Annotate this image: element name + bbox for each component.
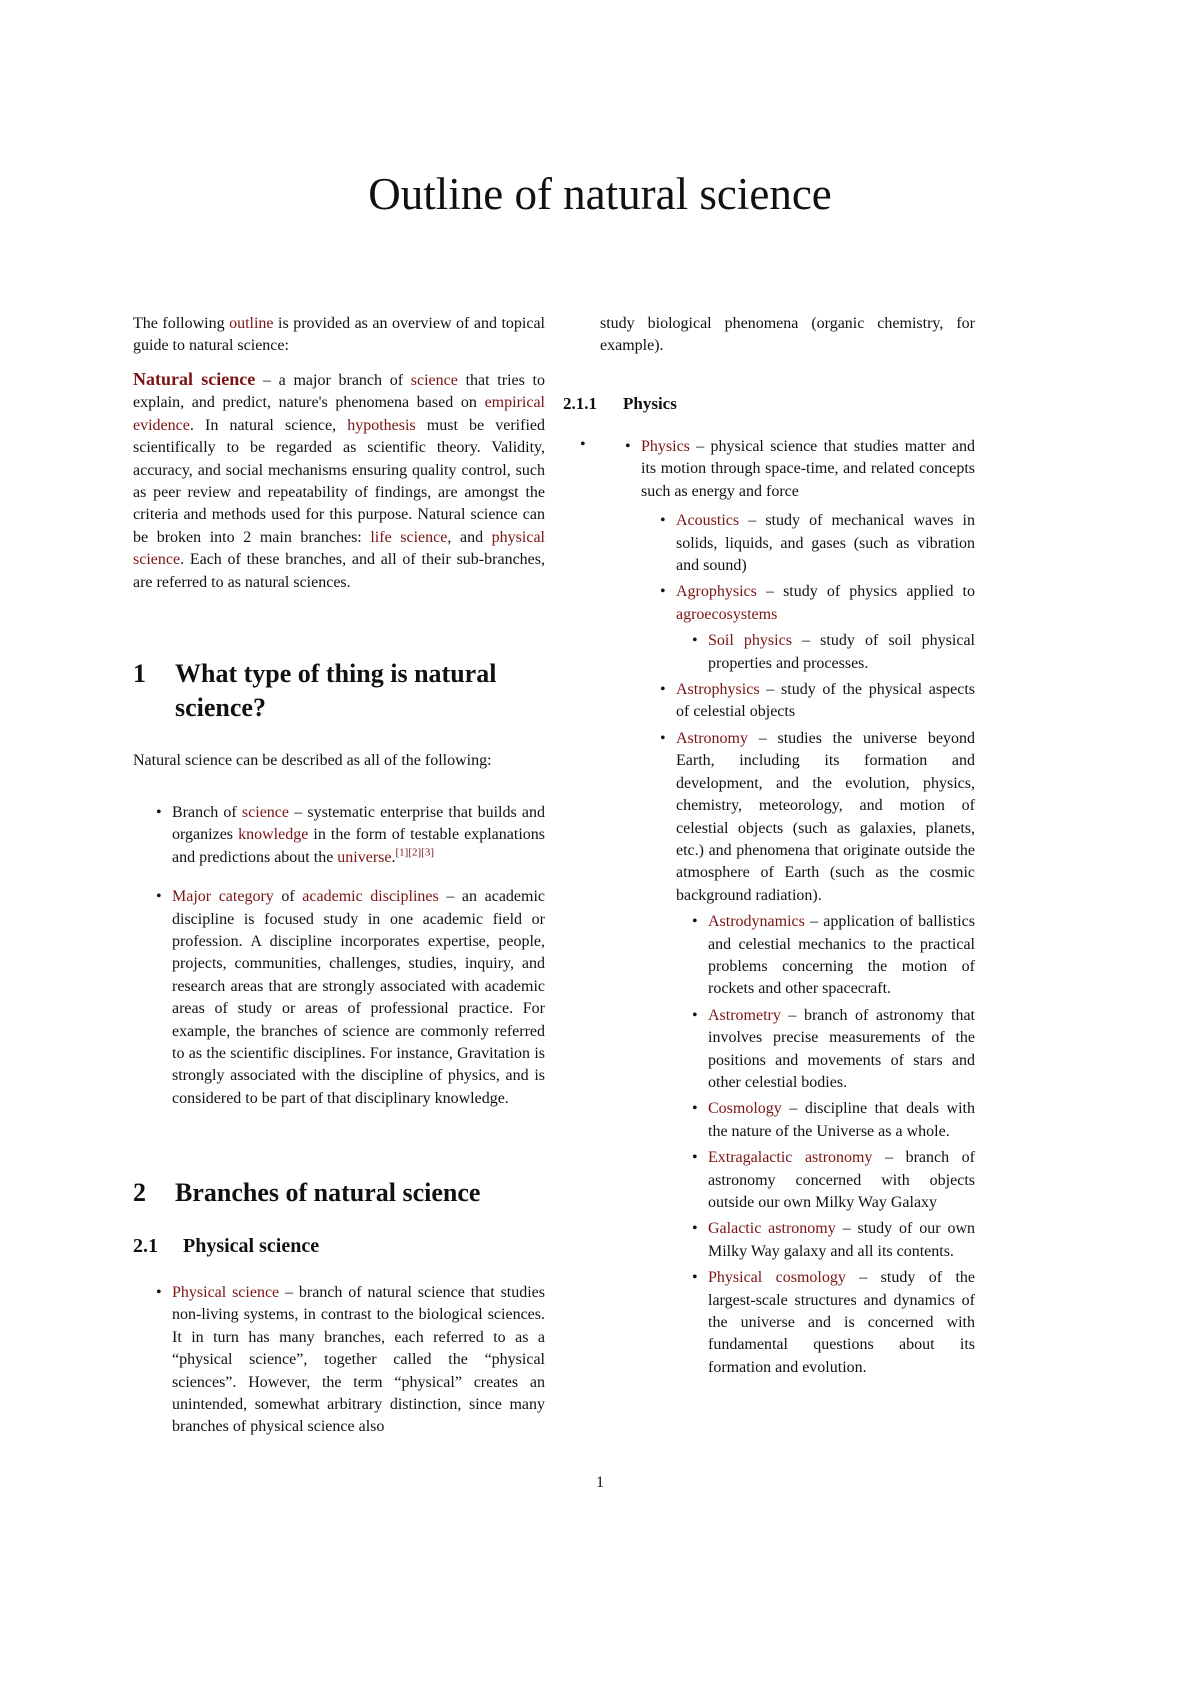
- text: Branch of: [172, 804, 242, 821]
- astronomy-sublist: [708, 911, 975, 1379]
- text: that tries to explain, and predict, nature's phenomena based on: [133, 372, 545, 412]
- empty-bullet: •: [580, 436, 586, 453]
- link[interactable]: science: [410, 372, 458, 389]
- text: must be verified scientifically to be regarded as scientific theory. Validity, accuracy, and social mechanisms ensuring quality control, such as peer review and repeatability of findings, are amongst the criteria and methods used for this purpose. Natural science can be broken into 2 main branches:: [133, 416, 546, 546]
- list-item-astrophysics: [676, 679, 975, 724]
- section-title: What type of thing is natural science?: [175, 659, 497, 722]
- link[interactable]: physical science: [133, 528, 545, 569]
- link[interactable]: Astrometry: [708, 1006, 781, 1024]
- link[interactable]: science: [241, 804, 289, 821]
- page-number: 1: [596, 1474, 604, 1491]
- list-item: [708, 1267, 975, 1379]
- text: . Each of these branches, and all of their sub-branches, are referred to as natural sciences.: [133, 551, 545, 591]
- link[interactable]: knowledge: [238, 826, 309, 844]
- page-title: Outline of natural science: [368, 169, 832, 219]
- section-2-heading: [133, 1176, 545, 1210]
- text: – study of mechanical waves in solids, liquids, and gases (such as vibration and sound): [676, 512, 975, 575]
- link[interactable]: Astronomy: [676, 729, 748, 747]
- section-1-intro: [133, 750, 545, 772]
- text: of: [273, 888, 303, 906]
- link[interactable]: Natural science: [133, 369, 256, 389]
- link[interactable]: Cosmology: [708, 1100, 782, 1118]
- text: is provided as an overview of and topical guide to natural science:: [133, 315, 545, 355]
- list-item: [708, 1005, 975, 1095]
- text: – discipline that deals with the nature of the Universe as a whole.: [708, 1100, 975, 1140]
- text: – an academic discipline is focused study in one academic field or profession. A discipline incorporates expertise, people, projects, communities, challenges, studies, inquiry, and research areas that are strongly associated with academic areas of study or areas of professional practice. For example, the branches of science are commonly referred to as the scientific disciplines. For instance, Gravitation is strongly associated with the discipline of physics, and is considered to be part of that disciplinary knowledge.: [172, 888, 546, 1107]
- link[interactable]: hypothesis: [347, 416, 416, 434]
- text: , and: [447, 528, 492, 546]
- text: The following: [133, 315, 230, 332]
- text: – studies the universe beyond Earth, including its formation and development, and the evolution, physics, chemistry, meteorology, and motion of celestial objects (such as galaxies, planets, etc.) and phenomena that originate outside the atmosphere of Earth (such as the cosmic background radiation).: [676, 729, 975, 904]
- list-item: [708, 1098, 975, 1143]
- list-item-astronomy: [676, 728, 975, 907]
- text: – study of soil physical properties and processes.: [708, 632, 975, 672]
- physics-list: [641, 436, 975, 1379]
- text: – study of the largest-scale structures and dynamics of the universe and is concerned with fundamental questions about its formation and evolution.: [708, 1269, 976, 1376]
- section-number: 2.1.1: [563, 394, 597, 413]
- section-title: Branches of natural science: [175, 1178, 481, 1207]
- text: – branch of natural science that studies non-living systems, in contrast to the biological sciences. It in turn has many branches, each referred to as a “physical science”, together called the “physical sciences”. However, the term “physical” creates an unintended, somewhat arbitrary distinction, since many branches of physical science also: [172, 1284, 546, 1436]
- section-number: 1: [133, 659, 146, 688]
- intro-paragraph: [133, 313, 545, 358]
- link[interactable]: academic disciplines: [302, 888, 439, 906]
- text: – study of the physical aspects of celestial objects: [676, 681, 975, 721]
- section-2-1-1-heading: [563, 394, 975, 414]
- list-item-acoustics: [676, 510, 975, 577]
- text: .: [391, 848, 396, 866]
- continuation-paragraph: [600, 313, 975, 358]
- link[interactable]: Acoustics: [676, 512, 740, 530]
- link[interactable]: Physical cosmology: [708, 1269, 846, 1287]
- section-title: Physics: [623, 394, 677, 413]
- link[interactable]: Astrophysics: [676, 681, 760, 699]
- text: in the form of testable explanations and predictions about the: [172, 826, 546, 866]
- list-item: [708, 911, 975, 1001]
- text: – branch of astronomy concerned with objects outside our own Milky Way Galaxy: [708, 1149, 976, 1211]
- list-item: [172, 1282, 545, 1439]
- definition-paragraph: [133, 368, 545, 594]
- section-2-1-heading: [133, 1235, 545, 1258]
- text: – systematic enterprise that builds and organizes: [172, 804, 545, 844]
- list-item: [172, 886, 545, 1110]
- link[interactable]: outline: [229, 315, 274, 332]
- link[interactable]: empirical evidence: [133, 394, 545, 434]
- text: – branch of astronomy that involves precise measurements of the positions and movements of stars and other celestial bodies.: [708, 1006, 975, 1091]
- text: . In natural science,: [189, 416, 348, 434]
- list-item-soil-physics: [708, 630, 975, 675]
- list-item: [172, 802, 545, 869]
- text: – study of our own Milky Way galaxy and all its contents.: [708, 1220, 976, 1260]
- section-title: Physical science: [183, 1235, 320, 1257]
- link[interactable]: Physical science: [172, 1284, 280, 1301]
- section-2-1-list: [172, 1282, 545, 1439]
- link[interactable]: Galactic astronomy: [708, 1220, 836, 1238]
- list-item-physics: [641, 436, 975, 503]
- text: – physical science that studies matter and its motion through space-time, and related concepts such as energy and force: [641, 438, 975, 500]
- section-number: 2.1: [133, 1235, 158, 1257]
- list-item-agrophysics: [676, 581, 975, 626]
- text: Natural science can be described as all of the following:: [133, 752, 492, 769]
- link[interactable]: Extragalactic astronomy: [708, 1149, 873, 1167]
- citation-link[interactable]: [1][2][3]: [395, 846, 434, 859]
- link[interactable]: life science: [370, 528, 448, 546]
- section-number: 2: [133, 1178, 146, 1207]
- text: – study of physics applied to: [756, 583, 975, 601]
- link[interactable]: Agrophysics: [676, 583, 757, 601]
- section-1-heading: [133, 657, 545, 725]
- text: – application of ballistics and celestial mechanics to the practical problems concerning the motion of rockets and other spacecraft.: [708, 913, 975, 998]
- link[interactable]: Soil physics: [708, 632, 792, 650]
- section-1-list: [172, 802, 545, 1110]
- link[interactable]: Physics: [641, 438, 690, 455]
- list-item: [708, 1218, 975, 1263]
- link[interactable]: universe: [337, 848, 392, 866]
- link[interactable]: Major category: [172, 888, 274, 906]
- link[interactable]: Astrodynamics: [708, 913, 805, 931]
- text: study biological phenomena (organic chemistry, for example).: [600, 315, 975, 355]
- text: – a major branch of: [255, 372, 411, 389]
- link[interactable]: agroecosystems: [676, 605, 778, 623]
- list-item: [708, 1147, 975, 1214]
